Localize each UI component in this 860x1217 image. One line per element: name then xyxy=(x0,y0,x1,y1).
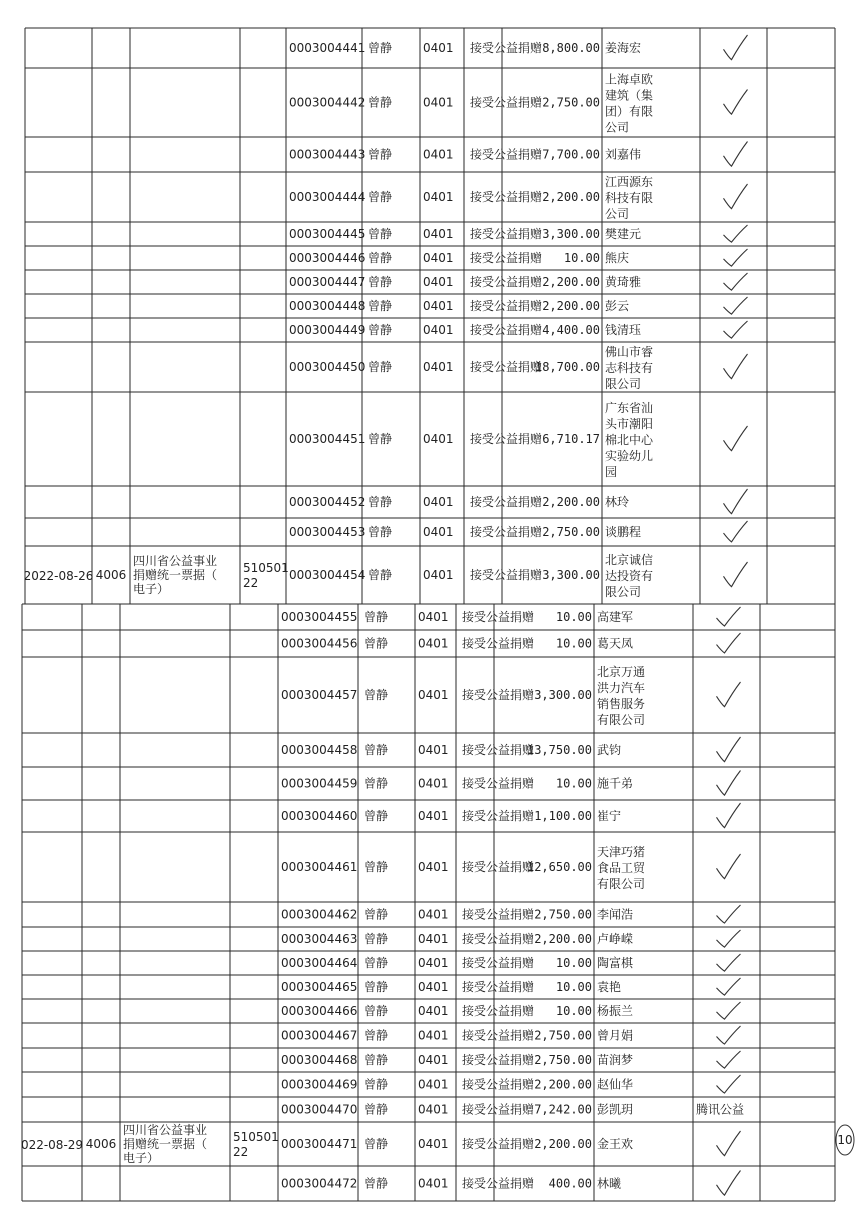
row-receipt-number: 0003004465 xyxy=(281,980,358,994)
row-summary: 接受公益捐赠 xyxy=(462,636,535,651)
row-handler: 曾静 xyxy=(364,776,389,791)
row-receipt-number: 0003004446 xyxy=(289,251,366,265)
row-receipt-number: 0003004449 xyxy=(289,323,366,337)
check-mark-icon xyxy=(724,562,748,587)
row-subject-code: 0401 xyxy=(423,568,454,582)
row-receipt-number: 0003004470 xyxy=(281,1102,358,1117)
row-summary: 接受公益捐赠 xyxy=(470,432,543,446)
row-donor: 北京万通 xyxy=(597,665,646,679)
row-handler: 曾静 xyxy=(364,980,389,994)
row-donor: 崔宁 xyxy=(597,809,622,823)
check-mark-icon xyxy=(717,803,741,828)
row-donor: 限公司 xyxy=(605,585,642,599)
row-receipt-number: 0003004463 xyxy=(281,932,358,946)
row-amount: 13,750.00 xyxy=(526,743,592,757)
row-summary: 接受公益捐赠 xyxy=(462,980,535,994)
row-category: 四川省公益事业 xyxy=(133,554,218,568)
row-receipt-number: 0003004448 xyxy=(289,299,366,313)
row-receipt-number: 0003004459 xyxy=(281,776,358,791)
row-donor: 佛山市睿 xyxy=(605,345,654,359)
row-receipt-number: 0003004455 xyxy=(281,610,358,624)
row-voucher: 4006 xyxy=(85,1137,117,1151)
row-handler: 曾静 xyxy=(364,907,389,922)
row-donor: 江西源东 xyxy=(605,175,654,189)
row-handler: 曾静 xyxy=(364,1176,389,1191)
row-handler: 曾静 xyxy=(368,227,393,241)
row-subject-code: 0401 xyxy=(418,1077,449,1092)
row-summary: 接受公益捐赠 xyxy=(462,1176,535,1191)
row-receipt-number: 0003004460 xyxy=(281,809,358,823)
row-subject-code: 0401 xyxy=(423,95,454,110)
row-donor: 园 xyxy=(605,465,618,479)
row-remark: 腾讯公益 xyxy=(696,1102,745,1117)
row-handler: 曾静 xyxy=(364,1137,389,1151)
row-category: 电子） xyxy=(133,582,170,596)
row-donor: 棉北中心 xyxy=(605,433,654,447)
row-summary: 接受公益捐赠 xyxy=(462,1102,535,1117)
row-handler: 曾静 xyxy=(364,688,389,702)
row-amount: 12,650.00 xyxy=(526,860,592,874)
check-mark-icon xyxy=(717,1051,741,1068)
row-subject-code: 0401 xyxy=(423,227,454,241)
row-summary: 接受公益捐赠 xyxy=(462,1053,535,1067)
row-summary: 接受公益捐赠 xyxy=(462,776,535,791)
row-donor: 苗润梦 xyxy=(597,1053,634,1067)
row-amount: 2,200.00 xyxy=(542,495,600,509)
row-amount: 10.00 xyxy=(555,610,592,624)
row-category: 捐赠统一票据（ xyxy=(123,1137,208,1151)
row-subject-code: 0401 xyxy=(418,1102,449,1117)
row-donor: 彭凯玥 xyxy=(597,1102,634,1117)
row-summary: 接受公益捐赠 xyxy=(470,360,543,374)
row-amount: 10.00 xyxy=(555,956,592,970)
row-summary: 接受公益捐赠 xyxy=(462,1028,535,1043)
check-mark-icon xyxy=(724,521,748,542)
row-subject-code: 0401 xyxy=(423,432,454,446)
check-mark-icon xyxy=(724,142,748,167)
row-amount: 2,200.00 xyxy=(542,299,600,313)
row-subject-code: 0401 xyxy=(418,956,449,970)
row-summary: 接受公益捐赠 xyxy=(470,227,543,241)
row-category: 捐赠统一票据（ xyxy=(133,568,218,582)
row-subject-code: 0401 xyxy=(423,275,454,289)
row-receipt-number: 0003004471 xyxy=(281,1137,358,1151)
row-subject-code: 0401 xyxy=(418,809,449,823)
check-mark-icon xyxy=(724,426,748,451)
row-donor: 林曦 xyxy=(597,1176,622,1191)
row-donor: 金王欢 xyxy=(597,1137,634,1151)
row-donor: 彭云 xyxy=(605,299,630,313)
row-donor: 洪力汽车 xyxy=(597,681,646,695)
row-handler: 曾静 xyxy=(364,860,389,874)
row-handler: 曾静 xyxy=(364,636,389,651)
row-receipt-number: 0003004472 xyxy=(281,1176,358,1191)
row-receipt-number: 0003004456 xyxy=(281,636,358,651)
row-amount: 2,200.00 xyxy=(542,190,600,204)
row-handler: 曾静 xyxy=(368,190,393,204)
row-subject-code: 0401 xyxy=(418,1176,449,1191)
row-donor: 头市潮阳 xyxy=(605,417,654,431)
row-donor: 卢峥嵘 xyxy=(597,932,634,946)
row-category: 电子） xyxy=(123,1151,160,1165)
row-donor: 高建军 xyxy=(597,610,634,624)
check-mark-icon xyxy=(717,771,741,796)
check-mark-icon xyxy=(717,633,741,653)
row-summary: 接受公益捐赠 xyxy=(462,907,535,922)
row-summary: 接受公益捐赠 xyxy=(470,95,543,110)
row-handler: 曾静 xyxy=(368,95,393,110)
row-code: 22 xyxy=(243,576,259,590)
row-amount: 2,200.00 xyxy=(534,932,592,946)
row-handler: 曾静 xyxy=(368,525,393,539)
row-amount: 2,750.00 xyxy=(534,1028,592,1043)
row-amount: 400.00 xyxy=(548,1176,592,1191)
check-mark-icon xyxy=(717,1171,741,1196)
row-receipt-number: 0003004453 xyxy=(289,525,366,539)
row-donor: 志科技有 xyxy=(605,361,654,375)
row-donor: 限公司 xyxy=(605,377,642,391)
check-mark-icon xyxy=(724,90,748,115)
row-receipt-number: 0003004445 xyxy=(289,227,366,241)
row-handler: 曾静 xyxy=(368,495,393,509)
row-subject-code: 0401 xyxy=(418,932,449,946)
row-receipt-number: 0003004462 xyxy=(281,907,358,922)
row-amount: 10.00 xyxy=(555,1004,592,1018)
row-amount: 10.00 xyxy=(563,251,600,265)
row-receipt-number: 0003004452 xyxy=(289,495,366,509)
row-handler: 曾静 xyxy=(364,956,389,970)
row-donor: 陶富棋 xyxy=(597,956,634,970)
row-summary: 接受公益捐赠 xyxy=(462,688,535,702)
check-mark-icon xyxy=(717,1026,741,1044)
row-donor: 林玲 xyxy=(605,495,630,509)
row-receipt-number: 0003004464 xyxy=(281,956,358,970)
check-mark-icon xyxy=(724,297,748,314)
row-subject-code: 0401 xyxy=(418,610,449,624)
row-amount: 18,700.00 xyxy=(534,360,600,374)
row-donor: 公司 xyxy=(605,207,630,221)
row-donor: 赵仙华 xyxy=(597,1077,634,1092)
row-summary: 接受公益捐赠 xyxy=(470,147,543,162)
row-amount: 8,800.00 xyxy=(542,41,600,55)
row-receipt-number: 0003004454 xyxy=(289,568,366,582)
row-summary: 接受公益捐赠 xyxy=(462,809,535,823)
row-subject-code: 0401 xyxy=(418,1028,449,1043)
row-amount: 2,750.00 xyxy=(534,907,592,922)
row-subject-code: 0401 xyxy=(418,688,449,702)
check-mark-icon xyxy=(724,225,748,242)
margin-number: 10 xyxy=(837,1133,853,1147)
row-donor: 曾月娟 xyxy=(597,1028,634,1043)
row-handler: 曾静 xyxy=(364,932,389,946)
row-donor: 食品工贸 xyxy=(597,861,646,875)
row-amount: 2,750.00 xyxy=(542,525,600,539)
row-handler: 曾静 xyxy=(364,610,389,624)
row-receipt-number: 0003004450 xyxy=(289,360,366,374)
row-handler: 曾静 xyxy=(364,1028,389,1043)
row-donor: 葛天凤 xyxy=(597,636,634,651)
row-donor: 天津巧猪 xyxy=(597,845,646,859)
row-amount: 10.00 xyxy=(555,776,592,791)
row-amount: 6,710.17 xyxy=(542,432,600,446)
row-amount: 2,200.00 xyxy=(542,275,600,289)
row-amount: 10.00 xyxy=(555,636,592,651)
row-donor: 刘嘉伟 xyxy=(605,147,642,162)
row-receipt-number: 0003004444 xyxy=(289,190,366,204)
row-donor: 谈鹏程 xyxy=(605,525,642,539)
row-subject-code: 0401 xyxy=(418,860,449,874)
row-subject-code: 0401 xyxy=(418,980,449,994)
row-donor: 黄琦雅 xyxy=(605,275,642,289)
row-donor: 樊建元 xyxy=(605,227,642,241)
check-mark-icon xyxy=(717,1075,741,1093)
check-mark-icon xyxy=(724,35,748,60)
check-mark-icon xyxy=(717,607,741,626)
row-category: 四川省公益事业 xyxy=(123,1123,208,1137)
row-receipt-number: 0003004461 xyxy=(281,860,358,874)
row-summary: 接受公益捐赠 xyxy=(470,275,543,289)
row-receipt-number: 0003004469 xyxy=(281,1077,358,1092)
row-summary: 接受公益捐赠 xyxy=(470,568,543,582)
row-donor: 广东省汕 xyxy=(605,401,654,415)
row-summary: 接受公益捐赠 xyxy=(470,190,543,204)
row-subject-code: 0401 xyxy=(423,190,454,204)
row-summary: 接受公益捐赠 xyxy=(470,323,543,337)
row-subject-code: 0401 xyxy=(423,251,454,265)
row-donor: 钱清珏 xyxy=(605,323,642,337)
row-amount: 7,242.00 xyxy=(534,1102,592,1117)
row-donor: 杨振兰 xyxy=(597,1004,634,1018)
row-code: 510501 xyxy=(233,1130,279,1144)
row-donor: 实验幼儿 xyxy=(605,449,654,463)
row-amount: 3,300.00 xyxy=(542,227,600,241)
row-donor: 熊庆 xyxy=(605,251,630,265)
row-handler: 曾静 xyxy=(364,1077,389,1092)
row-receipt-number: 0003004451 xyxy=(289,432,366,446)
check-mark-icon xyxy=(717,1002,741,1019)
row-subject-code: 0401 xyxy=(418,776,449,791)
row-receipt-number: 0003004458 xyxy=(281,743,358,757)
row-donor: 达投资有 xyxy=(605,569,654,583)
check-mark-icon xyxy=(724,489,748,514)
row-subject-code: 0401 xyxy=(423,299,454,313)
check-mark-icon xyxy=(717,954,741,971)
row-handler: 曾静 xyxy=(368,147,393,162)
check-mark-icon xyxy=(724,354,748,379)
row-subject-code: 0401 xyxy=(423,360,454,374)
row-subject-code: 0401 xyxy=(418,1004,449,1018)
row-amount: 2,200.00 xyxy=(534,1137,592,1151)
row-subject-code: 0401 xyxy=(418,1137,449,1151)
row-amount: 3,300.00 xyxy=(534,688,592,702)
row-donor: 武钧 xyxy=(597,743,622,757)
row-summary: 接受公益捐赠 xyxy=(470,299,543,313)
row-code: 22 xyxy=(233,1145,249,1159)
row-donor: 有限公司 xyxy=(597,713,646,727)
check-mark-icon xyxy=(724,184,748,209)
row-summary: 接受公益捐赠 xyxy=(462,743,535,757)
check-mark-icon xyxy=(724,321,748,338)
row-donor: 北京诚信 xyxy=(605,553,654,567)
row-handler: 曾静 xyxy=(368,323,393,337)
row-summary: 接受公益捐赠 xyxy=(470,251,543,265)
check-mark-icon xyxy=(717,682,741,707)
row-amount: 3,300.00 xyxy=(542,568,600,582)
row-donor: 团）有限 xyxy=(605,104,654,119)
row-subject-code: 0401 xyxy=(423,525,454,539)
row-receipt-number: 0003004441 xyxy=(289,41,366,55)
check-mark-icon xyxy=(717,930,741,947)
row-donor: 有限公司 xyxy=(597,877,646,891)
row-receipt-number: 0003004467 xyxy=(281,1028,358,1043)
row-subject-code: 0401 xyxy=(423,147,454,162)
row-handler: 曾静 xyxy=(368,432,393,446)
row-amount: 4,400.00 xyxy=(542,323,600,337)
row-summary: 接受公益捐赠 xyxy=(462,1137,535,1151)
row-subject-code: 0401 xyxy=(423,323,454,337)
row-handler: 曾静 xyxy=(368,360,393,374)
row-donor: 施千弟 xyxy=(597,776,634,791)
row-handler: 曾静 xyxy=(364,809,389,823)
row-handler: 曾静 xyxy=(364,1004,389,1018)
row-donor: 公司 xyxy=(605,120,630,135)
check-mark-icon xyxy=(717,737,741,762)
check-mark-icon xyxy=(717,1131,741,1156)
row-donor: 上海卓欧 xyxy=(605,72,654,87)
row-donor: 建筑（集 xyxy=(605,88,654,103)
row-summary: 接受公益捐赠 xyxy=(470,41,543,55)
row-summary: 接受公益捐赠 xyxy=(462,860,535,874)
check-mark-icon xyxy=(724,273,748,290)
row-code: 510501 xyxy=(243,561,289,575)
row-date: 022-08-29 xyxy=(20,1138,84,1152)
row-summary: 接受公益捐赠 xyxy=(470,525,543,539)
row-donor: 李闻浩 xyxy=(597,907,634,922)
row-receipt-number: 0003004468 xyxy=(281,1053,358,1067)
row-donor: 科技有限 xyxy=(605,191,654,205)
row-voucher: 4006 xyxy=(95,568,127,582)
check-mark-icon xyxy=(724,249,748,266)
row-summary: 接受公益捐赠 xyxy=(462,610,535,624)
row-handler: 曾静 xyxy=(364,1102,389,1117)
row-amount: 10.00 xyxy=(555,980,592,994)
row-subject-code: 0401 xyxy=(418,636,449,651)
row-amount: 2,200.00 xyxy=(534,1077,592,1092)
row-subject-code: 0401 xyxy=(418,743,449,757)
row-subject-code: 0401 xyxy=(423,41,454,55)
row-receipt-number: 0003004447 xyxy=(289,275,366,289)
row-amount: 7,700.00 xyxy=(542,147,600,162)
row-amount: 1,100.00 xyxy=(534,809,592,823)
row-summary: 接受公益捐赠 xyxy=(462,1004,535,1018)
row-receipt-number: 0003004457 xyxy=(281,688,358,702)
row-handler: 曾静 xyxy=(368,41,393,55)
row-handler: 曾静 xyxy=(364,1053,389,1067)
row-summary: 接受公益捐赠 xyxy=(470,495,543,509)
row-subject-code: 0401 xyxy=(418,1053,449,1067)
row-receipt-number: 0003004442 xyxy=(289,95,366,110)
row-receipt-number: 0003004443 xyxy=(289,147,366,162)
row-handler: 曾静 xyxy=(368,299,393,313)
check-mark-icon xyxy=(717,905,741,923)
row-handler: 曾静 xyxy=(368,275,393,289)
row-summary: 接受公益捐赠 xyxy=(462,932,535,946)
row-donor: 销售服务 xyxy=(597,697,646,711)
row-summary: 接受公益捐赠 xyxy=(462,956,535,970)
check-mark-icon xyxy=(717,854,741,879)
row-amount: 2,750.00 xyxy=(534,1053,592,1067)
row-amount: 2,750.00 xyxy=(542,95,600,110)
row-handler: 曾静 xyxy=(368,568,393,582)
check-mark-icon xyxy=(717,978,741,995)
row-donor: 姜海宏 xyxy=(605,41,642,55)
row-summary: 接受公益捐赠 xyxy=(462,1077,535,1092)
row-subject-code: 0401 xyxy=(418,907,449,922)
row-donor: 袁艳 xyxy=(597,980,622,994)
row-subject-code: 0401 xyxy=(423,495,454,509)
row-date: 2022-08-26 xyxy=(23,569,94,583)
row-receipt-number: 0003004466 xyxy=(281,1004,358,1018)
row-handler: 曾静 xyxy=(364,743,389,757)
row-handler: 曾静 xyxy=(368,251,393,265)
